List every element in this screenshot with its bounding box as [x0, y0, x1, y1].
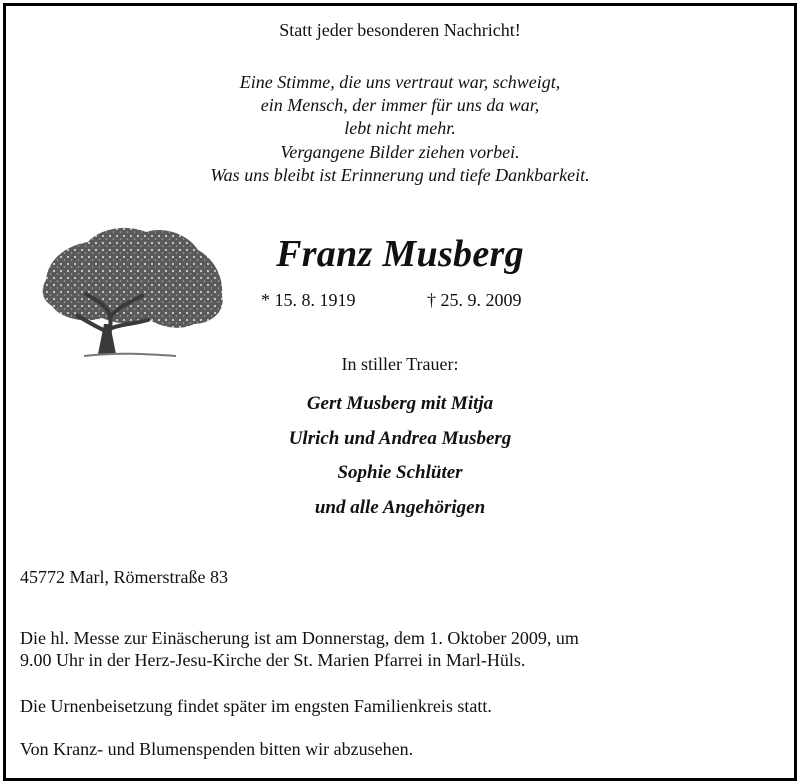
flowers-info: Von Kranz- und Blumenspenden bitten wir abzusehen. — [20, 739, 414, 759]
poem — [3, 71, 797, 187]
death-date: † 25. 9. 2009 — [427, 290, 522, 310]
poem-line: Was uns bleibt ist Erinnerung und tiefe Dankbarkeit. — [210, 164, 590, 185]
mass-line: 9.00 Uhr in der Herz-Jesu-Kirche der St. Marien Pfarrei in Marl-Hüls. — [20, 650, 526, 670]
poem-line: Vergangene Bilder ziehen vorbei. — [280, 141, 520, 162]
poem-line: lebt nicht mehr. — [344, 118, 456, 139]
notice-header: Statt jeder besonderen Nachricht! — [279, 20, 521, 40]
mourner: Sophie Schlüter — [337, 462, 463, 483]
poem-line: ein Mensch, der immer für uns da war, — [260, 95, 540, 116]
mourner: Ulrich und Andrea Musberg — [288, 427, 512, 449]
deceased-name: Franz Musberg — [276, 233, 524, 275]
address: 45772 Marl, Römerstraße 83 — [20, 567, 228, 587]
mourning-intro: In stiller Trauer: — [341, 354, 459, 374]
mass-info — [20, 627, 780, 671]
urn-info: Die Urnenbeisetzung findet später im engsten Familienkreis statt. — [20, 696, 492, 716]
birth-date: * 15. 8. 1919 — [261, 290, 356, 310]
mass-line: Die hl. Messe zur Einäscherung ist am Donnerstag, dem 1. Oktober 2009, um — [20, 628, 579, 648]
mourner: Gert Musberg mit Mitja — [306, 393, 494, 414]
poem-line: Eine Stimme, die uns vertraut war, schweigt, — [239, 72, 561, 92]
mourner: und alle Angehörigen — [314, 496, 486, 518]
mourners-list — [3, 387, 797, 525]
